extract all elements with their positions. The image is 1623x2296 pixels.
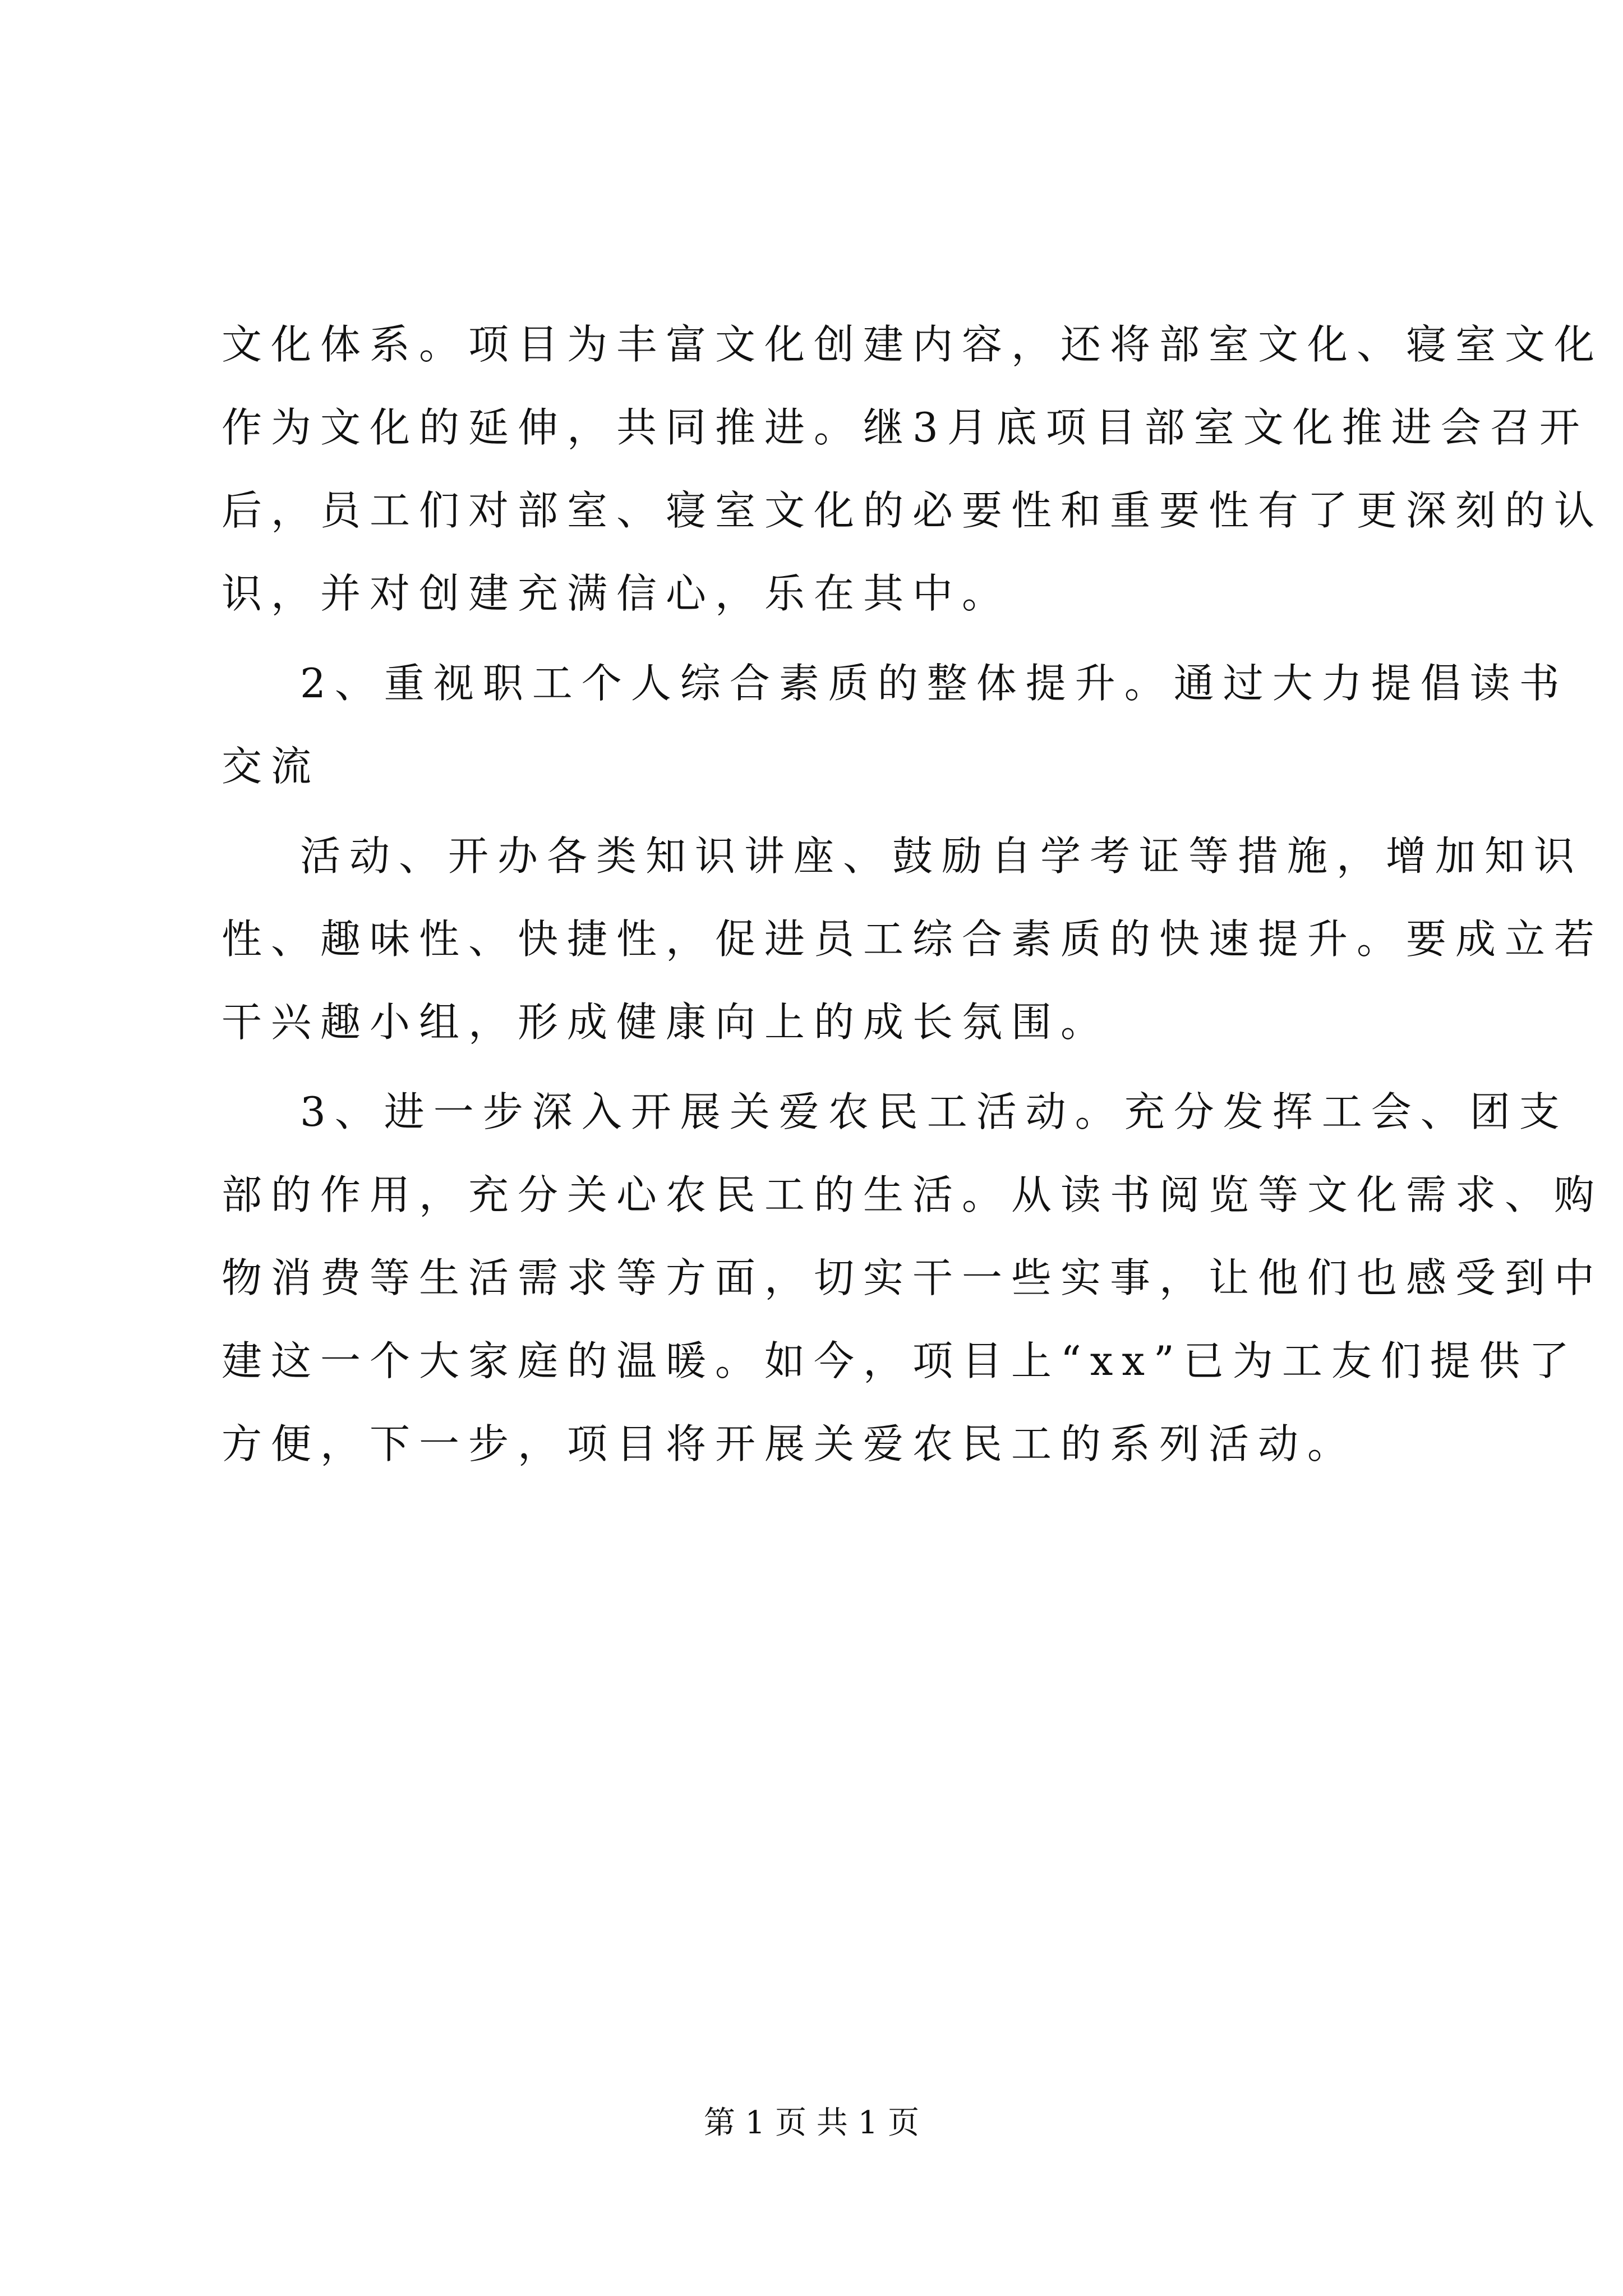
text-line: 交流	[222, 743, 321, 790]
text-line: 建这一个大家庭的温暖。如今，项目上“xx”已为工友们提供了	[222, 1337, 1578, 1384]
text-line: 部的作用，充分关心农民工的生活。从读书阅览等文化需求、购	[222, 1171, 1604, 1218]
text-line: 文化体系。项目为丰富文化创建内容，还将部室文化、寝室文化	[222, 321, 1604, 368]
paragraph-start-line: 活动、开办各类知识讲座、鼓励自学考证等措施，增加知识	[300, 832, 1584, 880]
text-line: 方便，下一步，项目将开展关爱农民工的系列活动。	[222, 1420, 1357, 1467]
text-line: 物消费等生活需求等方面，切实干一些实事，让他们也感受到中	[222, 1254, 1604, 1301]
text-line: 识，并对创建充满信心，乐在其中。	[222, 570, 1012, 617]
text-line: 作为文化的延伸，共同推进。继3月底项目部室文化推进会召开	[222, 404, 1589, 451]
page-footer: 第 1 页 共 1 页	[703, 2105, 920, 2141]
text-line: 性、趣味性、快捷性，促进员工综合素质的快速提升。要成立若	[222, 915, 1604, 963]
paragraph-start-line: 2、重视职工个人综合素质的整体提升。通过大力提倡读书	[300, 660, 1569, 707]
paragraph-start-line: 3、进一步深入开展关爱农民工活动。充分发挥工会、团支	[300, 1088, 1569, 1135]
text-line: 干兴趣小组，形成健康向上的成长氛围。	[222, 999, 1110, 1046]
text-line: 后，员工们对部室、寝室文化的必要性和重要性有了更深刻的认	[222, 487, 1604, 534]
